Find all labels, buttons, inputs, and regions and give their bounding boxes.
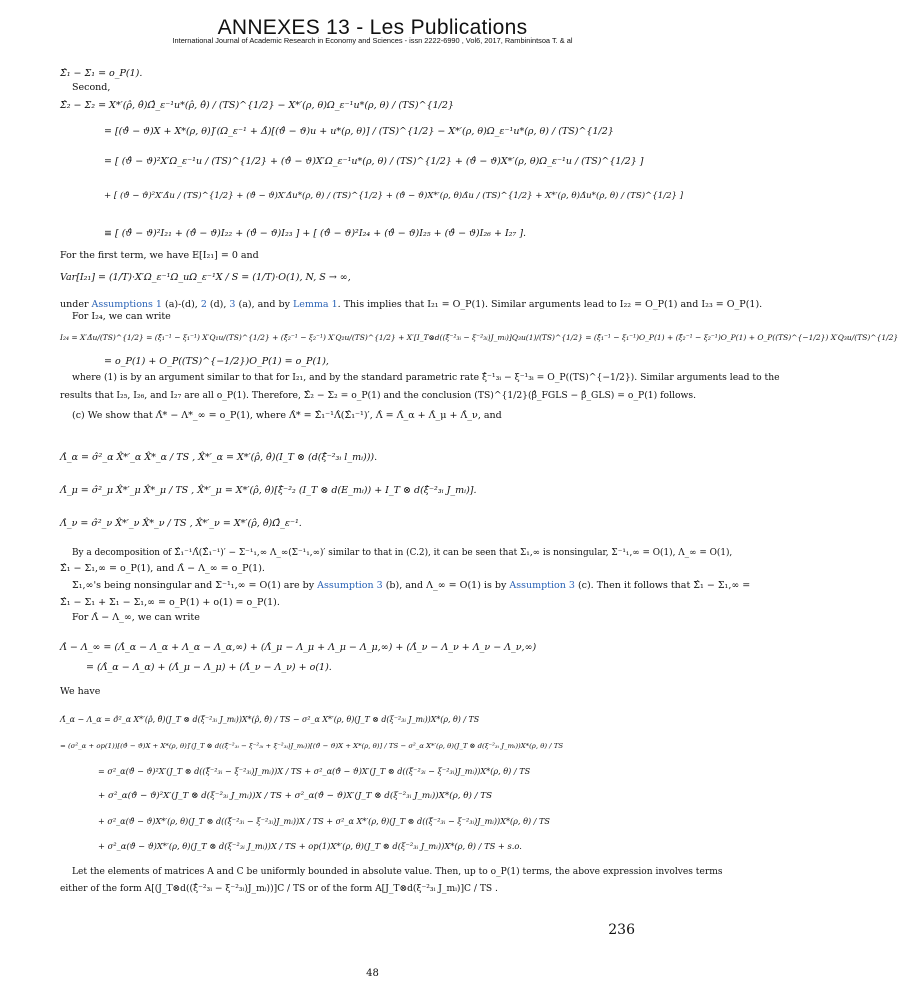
equation-line: + σ²_α(ϑ̂ − ϑ)²X′(J_T ⊗ d(ξ⁻²₃ᵢ J_mᵢ))X / TS + σ²_α(ϑ̂ − ϑ)X′(J_T ⊗ d(ξ⁻²₃ᵢ J_mᵢ))X*(ρ, θ) / TS — [98, 791, 493, 801]
text-line: For the first term, we have E[I₂₁] = 0 and — [60, 250, 259, 261]
text-fragment: (d), — [206, 299, 230, 310]
text-line: We have — [60, 686, 101, 697]
text-line — [72, 580, 750, 592]
equation-line: Λ̂ − Λ_∞ = (Λ̂_α − Λ_α + Λ_α − Λ_α,∞) + (Λ̂_μ − Λ_μ + Λ_μ − Λ_μ,∞) + (Λ̂_ν − Λ_ν + Λ_ν − Λ_ν,∞) — [60, 642, 537, 653]
text-fragment: (b), and Λ_∞ = O(1) is by — [382, 580, 510, 591]
text-line: Σ̂₁ − Σ₁ + Σ₁ − Σ₁,∞ = o_P(1) + o(1) = o_P(1). — [60, 597, 280, 608]
assumption-3c-link[interactable]: Assumption 3 — [509, 580, 575, 591]
text-line: results that I₂₅, I₂₆, and I₂₇ are all o_P(1). Therefore, Σ̂₂ − Σ₂ = o_P(1) and the conclusion (TS)^{1/2}(β̂_FGLS − β̂_GLS) = o_P(1) follows. — [60, 390, 696, 401]
assumption-3-link[interactable]: 3 — [229, 299, 236, 310]
equation-line: = (σ²_α + op(1))[(ϑ̂ − ϑ)X + X*(ρ, θ)]′(J_T ⊗ d((ξ̂⁻²₃ᵢ − ξ⁻²₃ᵢ + ξ⁻²₃ᵢ)J_mᵢ))[(ϑ̂ − ϑ)X + X*(ρ, θ)] / TS − σ²_α X*′(ρ, θ)(J_T ⊗ d(ξ⁻²₃ᵢ J_mᵢ))X*(ρ, θ) / TS — [60, 742, 564, 750]
text-line: where (1) is by an argument similar to that for I₂₁, and by the standard parametric rate ξ̂⁻¹₃ᵢ − ξ⁻¹₃ᵢ = O_P((TS)^{−1/2}). Similar arguments lead to the — [72, 372, 780, 383]
page-number: 236 — [608, 922, 635, 938]
text-fragment: (a)-(d), — [161, 299, 201, 310]
text-fragment: (c). Then it follows that Σ̂₁ − Σ₁,∞ = — [574, 580, 751, 591]
header-subtitle: International Journal of Academic Research in Economy and Sciences - issn 2222-6990 , Vol6, 2017, Rambinintsoa T. & al — [172, 36, 573, 45]
text-fragment: (a), and by — [235, 299, 293, 310]
assumption-3b-link[interactable]: Assumption 3 — [317, 580, 383, 591]
text-line: For Λ̂ − Λ_∞, we can write — [72, 612, 200, 623]
equation-line: Var[I₂₁] = (1/T)·X′Ω_ε⁻¹Ω_uΩ_ε⁻¹X / S = (1/T)·O(1), N, S → ∞, — [60, 272, 351, 283]
text-fragment: under — [60, 299, 92, 310]
footer-page-number: 48 — [366, 968, 379, 979]
text-line: By a decomposition of Σ̂₁⁻¹Λ̂(Σ̂₁⁻¹)′ − Σ⁻¹₁,∞ Λ_∞(Σ⁻¹₁,∞)′ similar to that in (C.2), it can be seen that Σ₁,∞ is nonsingular, Σ⁻¹₁,∞ = O(1), Λ_∞ = O(1), — [72, 548, 733, 558]
equation-line: Λ̂_α − Λ_α = σ̂²_α X*′(ρ̂, θ̂)(J_T ⊗ d(ξ̂⁻²₃ᵢ J_mᵢ))X*(ρ̂, θ̂) / TS − σ²_α X*′(ρ, θ)(J_T ⊗ d(ξ⁻²₃ᵢ J_mᵢ))X*(ρ, θ) / TS — [60, 715, 480, 724]
text-fragment: . This implies that I₂₁ = O_P(1). Similar arguments lead to I₂₂ = O_P(1) and I₂₃ = O_P(1). — [337, 299, 763, 310]
equation-line: + [ (ϑ̂ − ϑ)²X′Δ̂u / (TS)^{1/2} + (ϑ̂ − ϑ)X′Δ̂u*(ρ, θ) / (TS)^{1/2} + (ϑ̂ − ϑ)X*′(ρ, θ)Δ̂u / (TS)^{1/2} + X*′(ρ, θ)Δ̂u*(ρ, θ) / (TS)^{1/2} ] — [104, 191, 684, 201]
header-title: ANNEXES 13 - Les Publications — [217, 16, 528, 39]
text-line: Σ̂₁ − Σ₁,∞ = o_P(1), and Λ̂ − Λ_∞ = o_P(1). — [60, 563, 265, 574]
equation-line: = [(ϑ̂ − ϑ)X + X*(ρ, θ)]′(Ω_ε⁻¹ + Δ̂)[(ϑ̂ − ϑ)u + u*(ρ, θ)] / (TS)^{1/2} − X*′(ρ, θ)Ω_ε⁻¹u*(ρ, θ) / (TS)^{1/2} — [104, 126, 614, 137]
text-line: (c) We show that Λ̂* − Λ*_∞ = o_P(1), where Λ̂* = Σ̂₁⁻¹Λ̂(Σ̂₁⁻¹)′, Λ̂ = Λ̂_α + Λ̂_μ + Λ̂_ν, and — [72, 410, 502, 421]
text-line: For I₂₄, we can write — [72, 311, 171, 322]
equation-line: ≡ [ (ϑ̂ − ϑ)²I₂₁ + (ϑ̂ − ϑ)I₂₂ + (ϑ̂ − ϑ)I₂₃ ] + [ (ϑ̂ − ϑ)²I₂₄ + (ϑ̂ − ϑ)I₂₅ + (ϑ̂ − ϑ)I₂₆ + I₂₇ ]. — [104, 228, 527, 239]
text-line — [60, 299, 762, 311]
assumption-1-link[interactable]: Assumptions 1 — [91, 299, 162, 310]
equation-line: Σ̂₂ − Σ₂ = X*′(ρ̂, θ̂)Ω̂_ε⁻¹u*(ρ̂, θ̂) / (TS)^{1/2} − X*′(ρ, θ)Ω_ε⁻¹u*(ρ, θ) / (TS)^{1/2} — [60, 100, 454, 111]
equation-line: + σ²_α(ϑ̂ − ϑ)X*′(ρ, θ)(J_T ⊗ d(ξ⁻²₃ᵢ J_mᵢ))X / TS + op(1)X*′(ρ, θ)(J_T ⊗ d(ξ⁻²₃ᵢ J_mᵢ))X*(ρ, θ) / TS + s.o. — [98, 841, 522, 851]
text-line: Let the elements of matrices A and C be uniformly bounded in absolute value. Then, up to o_P(1) terms, the above expression involves terms — [72, 867, 723, 877]
equation-line: I₂₄ = X′Δ̂u/(TS)^{1/2} = (ξ̂₁⁻¹ − ξ₁⁻¹) X′Q₁u/(TS)^{1/2} + (ξ̂₂⁻¹ − ξ₂⁻¹) X′Q₂u/(TS)^{1/2} + X′[I_T⊗d((ξ̂⁻²₃ᵢ − ξ⁻²₃ᵢ)J_mᵢ)]Q₃u(1)/(TS)^{1/2} = (ξ̂₁⁻¹ − ξ₁⁻¹)O_P(1) + (ξ̂₂⁻¹ − ξ₂⁻¹)O_P(1) + O_P((TS)^{−1/2}) X′Q₃u/(TS)^{1/2} — [60, 333, 898, 342]
lemma-1-link[interactable]: Lemma 1 — [292, 299, 338, 310]
text-fragment: Σ₁,∞'s being nonsingular and Σ⁻¹₁,∞ = O(1) are by — [72, 580, 318, 591]
equation-line: Λ̂_μ = σ̂²_μ X̂*′_μ X̂*_μ / TS , X̂*′_μ = X*′(ρ̂, θ̂)[ξ̂⁻²₂ (I_T ⊗ d(E_mᵢ)) + I_T ⊗ d(ξ̂⁻²₃ᵢ J_mᵢ)]. — [60, 485, 477, 496]
equation-line: Λ̂_ν = σ̂²_ν X̂*′_ν X̂*_ν / TS , X̂*′_ν = X*′(ρ̂, θ̂)Ω̂_ε⁻¹. — [60, 518, 302, 529]
equation-line: = σ²_α(ϑ̂ − ϑ)²X′(J_T ⊗ d((ξ̂⁻²₃ᵢ − ξ⁻²₃ᵢ)J_mᵢ))X / TS + σ²_α(ϑ̂ − ϑ)X′(J_T ⊗ d((ξ̂⁻²₃ᵢ − ξ⁻²₃ᵢ)J_mᵢ))X*(ρ, θ) / TS — [98, 766, 531, 776]
text-line: Second, — [72, 82, 111, 93]
equation-line: = o_P(1) + O_P((TS)^{−1/2})O_P(1) = o_P(1), — [104, 356, 329, 367]
assumption-2-link[interactable]: 2 — [200, 299, 207, 310]
equation-line: = (Λ̂_α − Λ_α) + (Λ̂_μ − Λ_μ) + (Λ̂_ν − Λ_ν) + o(1). — [86, 662, 332, 673]
text-line: either of the form A[(J_T⊗d((ξ̂⁻²₃ᵢ − ξ⁻²₃ᵢ)J_mᵢ))]C / TS or of the form A[J_T⊗d(ξ⁻²₃ᵢ J_mᵢ)]C / TS . — [60, 884, 498, 894]
equation-line: Λ̂_α = σ̂²_α X̂*′_α X̂*_α / TS , X̂*′_α = X*′(ρ̂, θ̂)(I_T ⊗ (d(ξ̂⁻²₃ᵢ l_mᵢ))). — [60, 452, 378, 463]
text-line: Σ̂₁ − Σ₁ = o_P(1). — [60, 68, 143, 79]
equation-line: = [ (ϑ̂ − ϑ)²X′Ω_ε⁻¹u / (TS)^{1/2} + (ϑ̂ − ϑ)X′Ω_ε⁻¹u*(ρ, θ) / (TS)^{1/2} + (ϑ̂ − ϑ)X*′(ρ, θ)Ω_ε⁻¹u / (TS)^{1/2} ] — [104, 156, 644, 167]
equation-line: + σ²_α(ϑ̂ − ϑ)X*′(ρ, θ)(J_T ⊗ d((ξ̂⁻²₃ᵢ − ξ⁻²₃ᵢ)J_mᵢ))X / TS + σ²_α X*′(ρ, θ)(J_T ⊗ d((ξ̂⁻²₃ᵢ − ξ⁻²₃ᵢ)J_mᵢ))X*(ρ, θ) / TS — [98, 816, 550, 826]
